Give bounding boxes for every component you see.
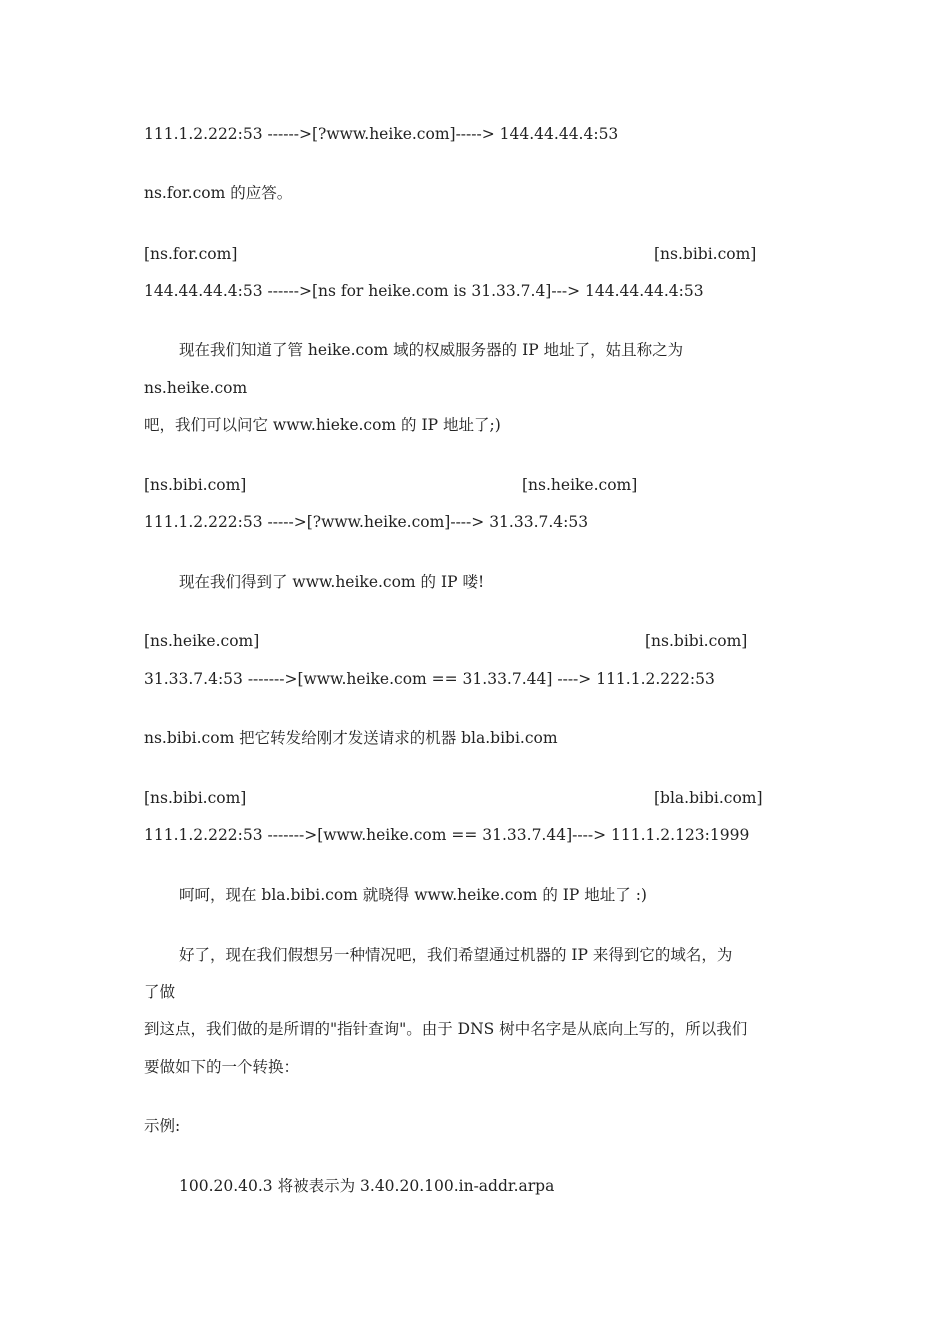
- text-line: ns.for.com 的应答。: [144, 184, 293, 202]
- text-line: [ns.bibi.com]: [144, 476, 247, 494]
- text-line: ns.bibi.com 把它转发给刚才发送请求的机器 bla.bibi.com: [144, 729, 558, 747]
- text-line: [bla.bibi.com]: [654, 789, 763, 807]
- text-line: 111.1.2.222:53 ------->[www.heike.com == 31.33.7.44]----> 111.1.2.123:1999: [144, 826, 750, 844]
- text-line: 111.1.2.222:53 ----->[?www.heike.com]----> 31.33.7.4:53: [144, 513, 589, 531]
- text-line: 100.20.40.3 将被表示为 3.40.20.100.in-addr.arpa: [179, 1177, 555, 1195]
- text-line: [ns.heike.com]: [144, 632, 260, 650]
- text-line: 到这点，我们做的是所谓的"指针查询"。由于 DNS 树中名字是从底向上写的，所以我们: [144, 1020, 748, 1038]
- text-line: ns.heike.com: [144, 379, 248, 397]
- text-line: [ns.heike.com]: [522, 476, 638, 494]
- text-line: 144.44.44.4:53 ------>[ns for heike.com is 31.33.7.4]---> 144.44.44.4:53: [144, 282, 704, 300]
- text-line: 了做: [144, 983, 176, 1001]
- text-line: 111.1.2.222:53 ------>[?www.heike.com]-----> 144.44.44.4:53: [144, 125, 619, 143]
- text-line: 现在我们得到了 www.heike.com 的 IP 喽!: [179, 573, 485, 591]
- text-line: [ns.bibi.com]: [645, 632, 748, 650]
- text-line: [ns.for.com]: [144, 245, 238, 263]
- text-line: [ns.bibi.com]: [654, 245, 757, 263]
- text-line: 吧，我们可以问它 www.hieke.com 的 IP 地址了;): [144, 416, 501, 434]
- text-line: 示例:: [144, 1117, 181, 1135]
- text-line: 现在我们知道了管 heike.com 域的权威服务器的 IP 地址了，姑且称之为: [179, 341, 684, 359]
- text-line: 好了，现在我们假想另一种情况吧，我们希望通过机器的 IP 来得到它的域名，为: [179, 946, 733, 964]
- text-line: 31.33.7.4:53 ------->[www.heike.com == 31.33.7.44] ----> 111.1.2.222:53: [144, 670, 715, 688]
- text-line: 要做如下的一个转换：: [144, 1058, 300, 1076]
- text-line: 呵呵，现在 bla.bibi.com 就晓得 www.heike.com 的 IP 地址了 :): [179, 886, 647, 904]
- text-line: [ns.bibi.com]: [144, 789, 247, 807]
